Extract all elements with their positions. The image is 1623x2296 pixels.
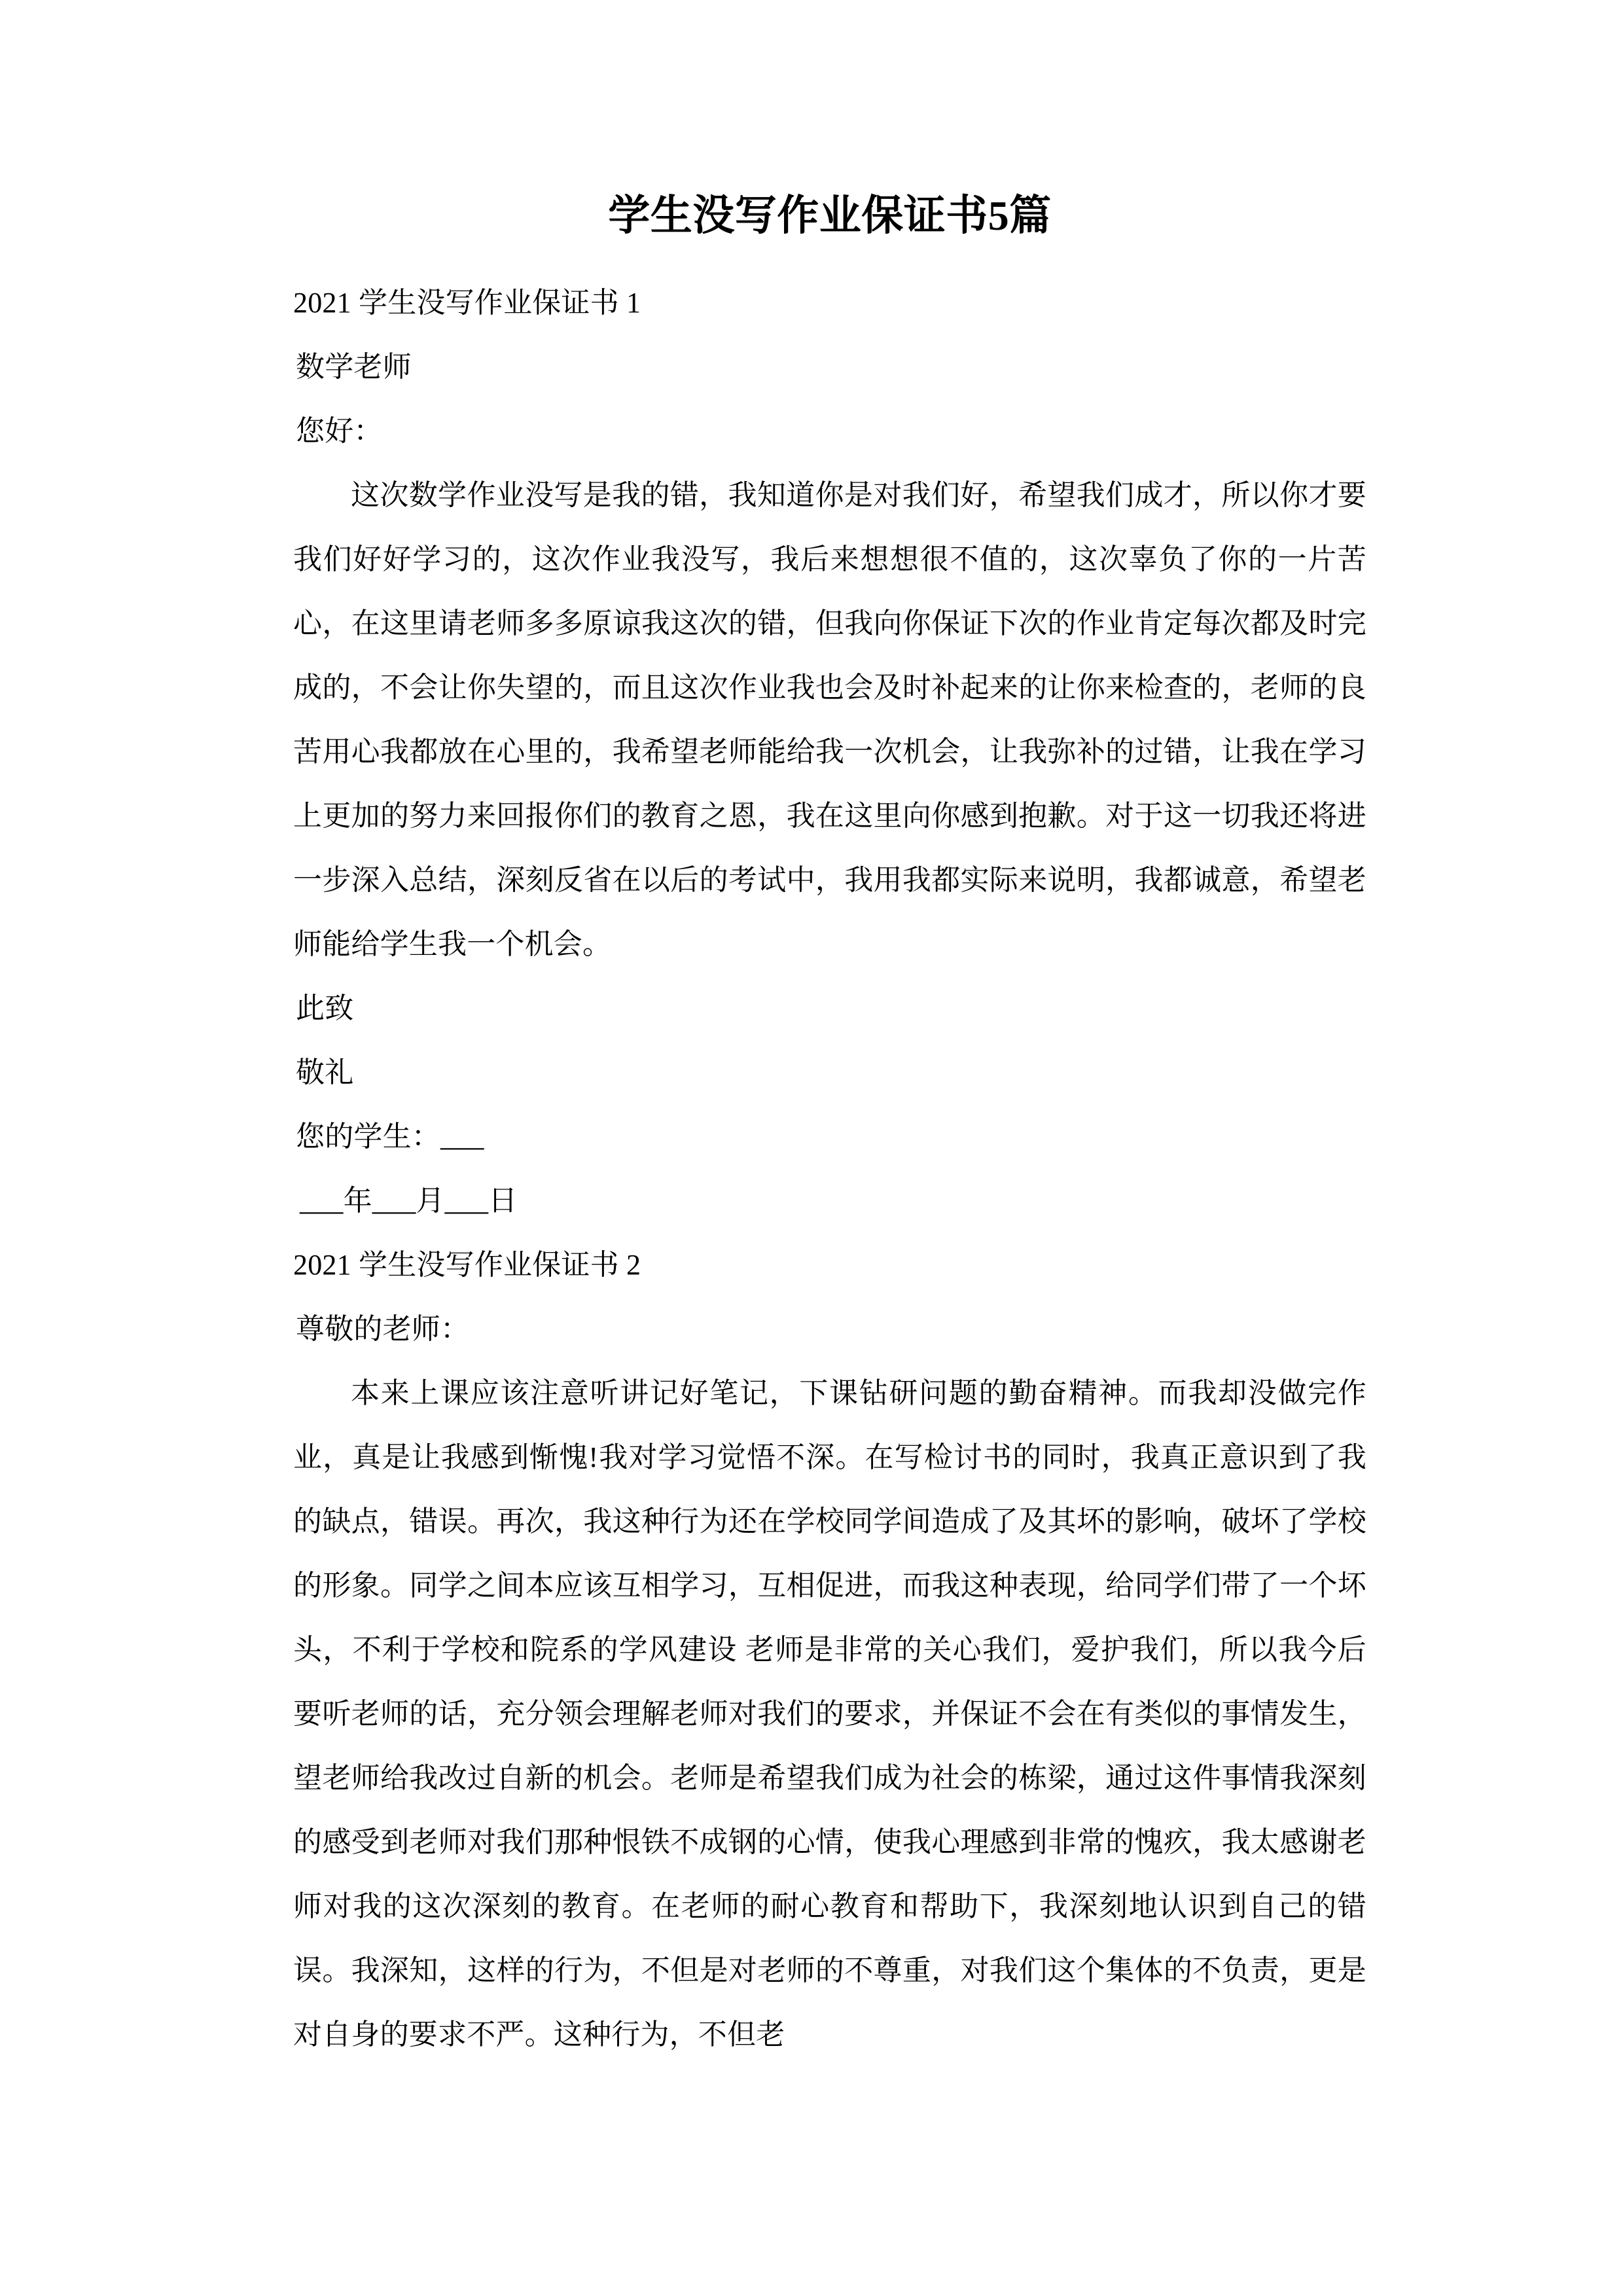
section-1-addressee: 数学老师 xyxy=(296,350,412,383)
section-1-date-line: ___年___月___日 xyxy=(300,1184,518,1217)
section-2-body: 本来上课应该注意听讲记好笔记，下课钻研问题的勤奋精神。而我却没做完作业，真是让我感到惭愧!我对学习觉悟不深。在写检讨书的同时，我真正意识到了我的缺点，错误。再次，我这种行为还在学校同学间造成了及其坏的影响，破坏了学校的形象。同学之间本应该互相学习，互相促进，而我这种表现，给同学们带了一个坏头，不利于学校和院系的学风建设 老师是非常的关心我们，爱护我们，所以我今后要听老师的话，充分领会理解老师对我们的要求，并保证不会在有类似的事情发生，望老师给我改过自新的机会。老师是希望我们成为社会的栋梁，通过这件事情我深刻的感受到老师对我们那种恨铁不成钢的心情，使我心理感到非常的愧疚，我太感谢老师对我的这次深刻的教育。在老师的耐心教育和帮助下，我深刻地认识到自己的错误。我深知，这样的行为，不但是对老师的不尊重，对我们这个集体的不负责，更是对自身的要求不严。这种行为，不但老 xyxy=(293,1376,1366,2051)
section-1-body: 这次数学作业没写是我的错，我知道你是对我们好，希望我们成才，所以你才要我们好好学习的，这次作业我没写，我后来想想很不值的，这次辜负了你的一片苦心，在这里请老师多多原谅我这次的错，但我向你保证下次的作业肯定每次都及时完成的，不会让你失望的，而且这次作业我也会及时补起来的让你来检查的，老师的良苦用心我都放在心里的，我希望老师能给我一次机会，让我弥补的过错，让我在学习上更加的努力来回报你们的教育之恩，我在这里向你感到抱歉。对于这一切我还将进一步深入总结，深刻反省在以后的考试中，我用我都实际来说明，我都诚意，希望老师能给学生我一个机会。 xyxy=(293,478,1366,960)
section-2-greeting: 尊敬的老师： xyxy=(296,1312,470,1345)
page-title: 学生没写作业保证书5篇 xyxy=(608,192,1052,239)
section-2-heading: 2021 学生没写作业保证书 2 xyxy=(293,1248,641,1281)
document-content-column xyxy=(293,0,1366,2067)
section-1-signature-line: 您的学生：___ xyxy=(296,1120,484,1153)
section-1-closing-jingli: 敬礼 xyxy=(296,1056,354,1088)
section-1-heading: 2021 学生没写作业保证书 1 xyxy=(293,286,641,319)
section-1-greeting: 您好： xyxy=(296,414,383,447)
section-1-closing-cizhi: 此致 xyxy=(296,992,354,1024)
